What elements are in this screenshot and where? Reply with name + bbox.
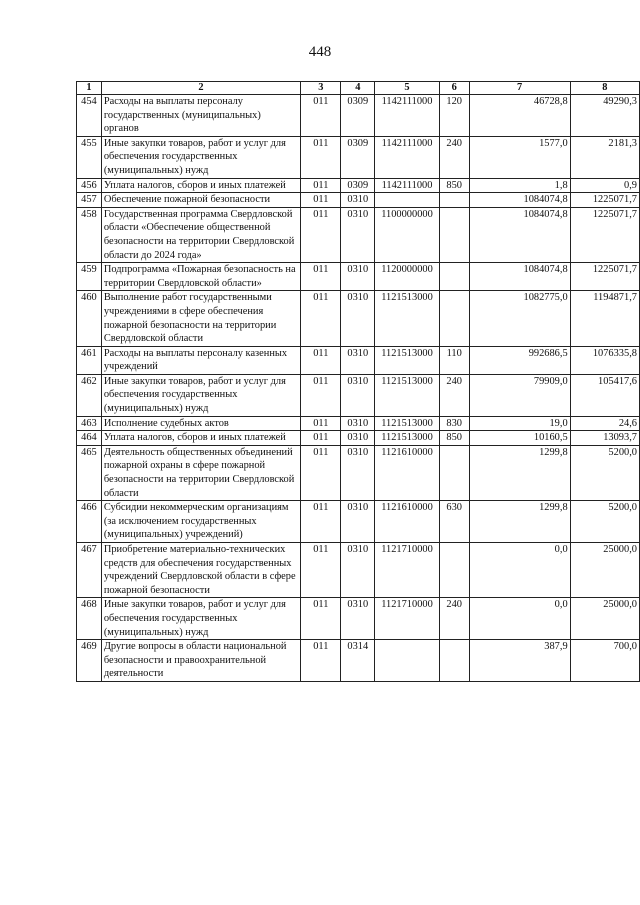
row-code-4: 0310	[341, 445, 375, 500]
row-value-8: 25000,0	[570, 543, 639, 598]
row-code-5: 1121710000	[375, 543, 440, 598]
row-code-4: 0314	[341, 640, 375, 682]
row-code-4: 0310	[341, 543, 375, 598]
row-value-8: 13093,7	[570, 431, 639, 446]
row-code-6	[439, 640, 469, 682]
row-code-3: 011	[301, 263, 341, 291]
col-header-5: 5	[375, 82, 440, 95]
row-code-4: 0310	[341, 374, 375, 416]
row-value-8: 1076335,8	[570, 346, 639, 374]
row-code-3: 011	[301, 598, 341, 640]
row-value-8: 24,6	[570, 416, 639, 431]
row-value-7: 1577,0	[469, 136, 570, 178]
row-code-5: 1121610000	[375, 445, 440, 500]
row-number: 469	[77, 640, 102, 682]
row-value-7: 10160,5	[469, 431, 570, 446]
row-name: Подпрограмма «Пожарная безопасность на территории Свердловской области»	[101, 263, 300, 291]
row-code-5: 1121513000	[375, 431, 440, 446]
row-code-6	[439, 543, 469, 598]
table-row	[77, 178, 640, 193]
row-code-5: 1121610000	[375, 501, 440, 543]
row-name: Другие вопросы в области национальной безопасности и правоохранительной деятельности	[101, 640, 300, 682]
row-name: Расходы на выплаты персоналу государственных (муниципальных) органов	[101, 95, 300, 137]
row-value-7: 46728,8	[469, 95, 570, 137]
row-code-6	[439, 193, 469, 208]
row-code-6: 850	[439, 178, 469, 193]
row-code-4: 0310	[341, 193, 375, 208]
row-code-3: 011	[301, 445, 341, 500]
row-code-6	[439, 207, 469, 262]
row-code-3: 011	[301, 207, 341, 262]
row-code-5: 1121710000	[375, 598, 440, 640]
row-code-6: 830	[439, 416, 469, 431]
row-code-3: 011	[301, 178, 341, 193]
row-code-6	[439, 263, 469, 291]
row-name: Государственная программа Свердловской области «Обеспечение общественной безопасности на территории Свердловской области до 2024 года»	[101, 207, 300, 262]
table-row	[77, 263, 640, 291]
table-row	[77, 374, 640, 416]
row-code-6: 240	[439, 598, 469, 640]
row-number: 454	[77, 95, 102, 137]
row-value-7: 1299,8	[469, 445, 570, 500]
row-value-8: 2181,3	[570, 136, 639, 178]
row-value-7: 1084074,8	[469, 193, 570, 208]
row-code-6	[439, 291, 469, 346]
row-number: 455	[77, 136, 102, 178]
row-code-6: 110	[439, 346, 469, 374]
row-number: 466	[77, 501, 102, 543]
row-code-5: 1121513000	[375, 374, 440, 416]
row-value-7: 0,0	[469, 598, 570, 640]
row-value-8: 49290,3	[570, 95, 639, 137]
row-code-5: 1100000000	[375, 207, 440, 262]
row-code-5	[375, 640, 440, 682]
col-header-3: 3	[301, 82, 341, 95]
row-value-8: 5200,0	[570, 445, 639, 500]
row-code-4: 0310	[341, 598, 375, 640]
row-code-3: 011	[301, 346, 341, 374]
row-value-7: 1,8	[469, 178, 570, 193]
row-name: Иные закупки товаров, работ и услуг для обеспечения государственных (муниципальных) нужд	[101, 136, 300, 178]
header-row	[77, 82, 640, 95]
row-number: 467	[77, 543, 102, 598]
row-code-5: 1121513000	[375, 346, 440, 374]
table-row	[77, 346, 640, 374]
budget-table	[76, 81, 640, 682]
row-number: 457	[77, 193, 102, 208]
row-code-4: 0309	[341, 178, 375, 193]
row-name: Уплата налогов, сборов и иных платежей	[101, 431, 300, 446]
table-row	[77, 416, 640, 431]
table-row	[77, 291, 640, 346]
row-value-8: 25000,0	[570, 598, 639, 640]
row-code-4: 0310	[341, 263, 375, 291]
row-name: Уплата налогов, сборов и иных платежей	[101, 178, 300, 193]
col-header-2: 2	[101, 82, 300, 95]
row-code-3: 011	[301, 193, 341, 208]
page-number: 448	[308, 44, 332, 60]
table-row	[77, 136, 640, 178]
row-code-6: 630	[439, 501, 469, 543]
row-code-3: 011	[301, 501, 341, 543]
row-code-3: 011	[301, 291, 341, 346]
col-header-6: 6	[439, 82, 469, 95]
col-header-4: 4	[341, 82, 375, 95]
row-code-3: 011	[301, 374, 341, 416]
row-code-3: 011	[301, 416, 341, 431]
row-name: Деятельность общественных объединений пожарной охраны в сфере пожарной безопасности на территории Свердловской области	[101, 445, 300, 500]
row-value-7: 387,9	[469, 640, 570, 682]
row-code-6: 120	[439, 95, 469, 137]
row-value-7: 79909,0	[469, 374, 570, 416]
row-value-7: 1082775,0	[469, 291, 570, 346]
row-code-6: 240	[439, 136, 469, 178]
row-code-4: 0310	[341, 501, 375, 543]
table-row	[77, 598, 640, 640]
row-value-8: 105417,6	[570, 374, 639, 416]
col-header-8: 8	[570, 82, 639, 95]
row-code-4: 0310	[341, 291, 375, 346]
row-code-3: 011	[301, 640, 341, 682]
row-value-7: 992686,5	[469, 346, 570, 374]
row-name: Приобретение материально-технических средств для обеспечения государственных учреждений Свердловской области в сфере пожарной безопасности	[101, 543, 300, 598]
row-name: Исполнение судебных актов	[101, 416, 300, 431]
row-code-4: 0309	[341, 95, 375, 137]
row-number: 461	[77, 346, 102, 374]
row-value-8: 5200,0	[570, 501, 639, 543]
row-value-8: 700,0	[570, 640, 639, 682]
row-code-5	[375, 193, 440, 208]
row-code-4: 0310	[341, 431, 375, 446]
row-value-7: 1084074,8	[469, 263, 570, 291]
row-code-6: 850	[439, 431, 469, 446]
table-body	[77, 95, 640, 682]
row-code-4: 0310	[341, 207, 375, 262]
row-value-8: 1225071,7	[570, 207, 639, 262]
row-code-3: 011	[301, 136, 341, 178]
row-name: Иные закупки товаров, работ и услуг для обеспечения государственных (муниципальных) нужд	[101, 598, 300, 640]
row-name: Выполнение работ государственными учреждениями в сфере обеспечения пожарной безопасности на территории Свердловской области	[101, 291, 300, 346]
row-value-8: 1225071,7	[570, 193, 639, 208]
col-header-7: 7	[469, 82, 570, 95]
row-number: 468	[77, 598, 102, 640]
row-name: Субсидии некоммерческим организациям (за исключением государственных (муниципальных) учреждений)	[101, 501, 300, 543]
table-row	[77, 445, 640, 500]
row-code-5: 1142111000	[375, 178, 440, 193]
row-code-4: 0309	[341, 136, 375, 178]
row-code-4: 0310	[341, 416, 375, 431]
table-row	[77, 207, 640, 262]
table-row	[77, 543, 640, 598]
row-value-7: 1084074,8	[469, 207, 570, 262]
row-code-5: 1121513000	[375, 291, 440, 346]
table-row	[77, 95, 640, 137]
row-name: Расходы на выплаты персоналу казенных учреждений	[101, 346, 300, 374]
table-row	[77, 640, 640, 682]
row-code-3: 011	[301, 543, 341, 598]
row-number: 464	[77, 431, 102, 446]
row-code-3: 011	[301, 431, 341, 446]
row-code-4: 0310	[341, 346, 375, 374]
row-value-8: 1194871,7	[570, 291, 639, 346]
row-value-8: 0,9	[570, 178, 639, 193]
row-code-5: 1121513000	[375, 416, 440, 431]
row-code-5: 1142111000	[375, 95, 440, 137]
table-row	[77, 431, 640, 446]
row-name: Обеспечение пожарной безопасности	[101, 193, 300, 208]
row-number: 460	[77, 291, 102, 346]
row-code-5: 1120000000	[375, 263, 440, 291]
table-row	[77, 193, 640, 208]
row-value-8: 1225071,7	[570, 263, 639, 291]
row-number: 465	[77, 445, 102, 500]
row-number: 462	[77, 374, 102, 416]
row-number: 459	[77, 263, 102, 291]
row-value-7: 0,0	[469, 543, 570, 598]
row-number: 458	[77, 207, 102, 262]
row-value-7: 19,0	[469, 416, 570, 431]
table-row	[77, 501, 640, 543]
row-number: 463	[77, 416, 102, 431]
row-value-7: 1299,8	[469, 501, 570, 543]
row-number: 456	[77, 178, 102, 193]
row-code-6: 240	[439, 374, 469, 416]
row-code-3: 011	[301, 95, 341, 137]
row-code-6	[439, 445, 469, 500]
row-code-5: 1142111000	[375, 136, 440, 178]
col-header-1: 1	[77, 82, 102, 95]
row-name: Иные закупки товаров, работ и услуг для обеспечения государственных (муниципальных) нужд	[101, 374, 300, 416]
